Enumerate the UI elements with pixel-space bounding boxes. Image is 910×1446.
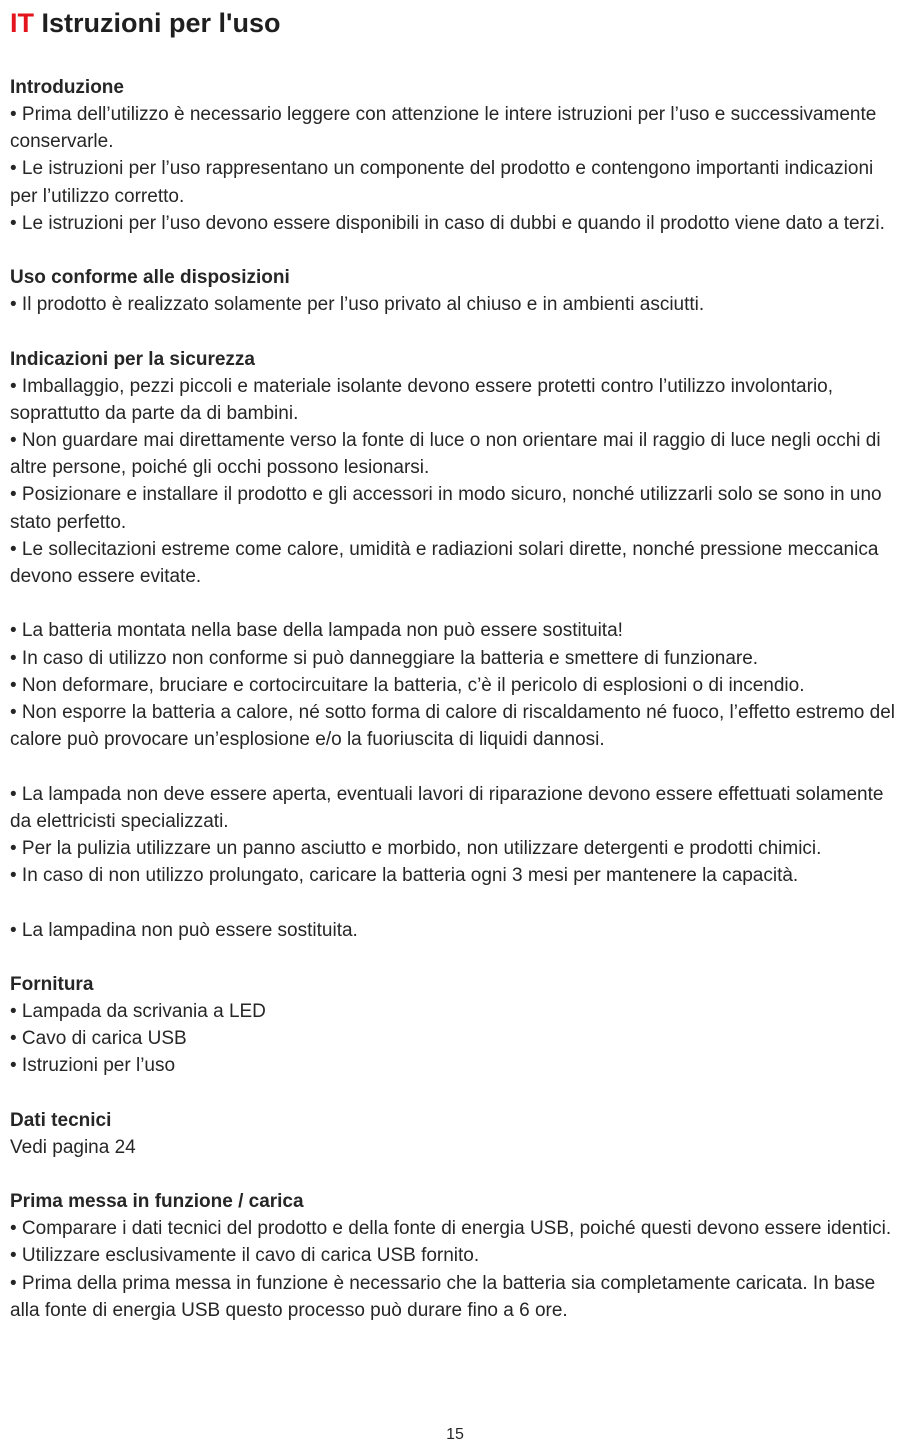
section-gap bbox=[10, 237, 905, 264]
paragraph: • Imballaggio, pezzi piccoli e materiale isolante devono essere protetti contro l’utilizzo involontario, soprattutto da parte da di bambini. bbox=[10, 375, 834, 424]
section bbox=[10, 1107, 905, 1188]
blank-line bbox=[10, 889, 905, 916]
section-gap bbox=[10, 318, 905, 345]
paragraph: • Comparare i dati tecnici del prodotto e della fonte di energia USB, poiché questi devono essere identici. bbox=[10, 1218, 892, 1240]
language-code: IT bbox=[10, 8, 34, 38]
blank-line bbox=[10, 590, 905, 617]
paragraph: • La lampada non deve essere aperta, eventuali lavori di riparazione devono essere effettuati solamente da elettricisti specializzati. bbox=[10, 783, 884, 832]
section-heading: Uso conforme alle disposizioni bbox=[10, 267, 290, 289]
paragraph: • La lampadina non può essere sostituita. bbox=[10, 919, 358, 941]
section-heading: Fornitura bbox=[10, 974, 94, 995]
paragraph: • Il prodotto è realizzato solamente per l’uso privato al chiuso e in ambienti asciutti. bbox=[10, 294, 705, 316]
paragraph: • Le istruzioni per l’uso rappresentano un componente del prodotto e contengono importanti indicazioni per l’utilizzo corretto. bbox=[10, 158, 874, 207]
page-number: 15 bbox=[446, 1426, 464, 1443]
paragraph: Vedi pagina 24 bbox=[10, 1136, 136, 1158]
section-heading: Indicazioni per la sicurezza bbox=[10, 348, 255, 370]
section-gap bbox=[10, 944, 905, 971]
section-heading: Prima messa in funzione / carica bbox=[10, 1191, 304, 1213]
section bbox=[10, 74, 905, 264]
paragraph: • Cavo di carica USB bbox=[10, 1028, 187, 1050]
paragraph: • In caso di utilizzo non conforme si può danneggiare la batteria e smettere di funzionare. bbox=[10, 647, 759, 669]
paragraph: • La batteria montata nella base della lampada non può essere sostituita! bbox=[10, 620, 623, 642]
paragraph: • In caso di non utilizzo prolungato, caricare la batteria ogni 3 mesi per mantenere la capacità. bbox=[10, 865, 799, 887]
paragraph: • Prima dell’utilizzo è necessario leggere con attenzione le intere istruzioni per l’uso e successivamente conservarle. bbox=[10, 104, 877, 153]
paragraph: • Per la pulizia utilizzare un panno asciutto e morbido, non utilizzare detergenti e prodotti chimici. bbox=[10, 838, 822, 860]
document-page bbox=[10, 0, 905, 1324]
paragraph: • Lampada da scrivania a LED bbox=[10, 1001, 266, 1022]
paragraph: • Non guardare mai direttamente verso la fonte di luce o non orientare mai il raggio di luce negli occhi di altre persone, poiché gli occhi possono lesionarsi. bbox=[10, 430, 881, 479]
section-heading: Introduzione bbox=[10, 77, 124, 98]
paragraph: • Posizionare e installare il prodotto e gli accessori in modo sicuro, nonché utilizzarli solo se sono in uno stato perfetto. bbox=[10, 484, 882, 533]
section bbox=[10, 346, 905, 971]
section-heading: Dati tecnici bbox=[10, 1109, 112, 1131]
paragraph: • Non deformare, bruciare e cortocircuitare la batteria, c’è il pericolo di esplosioni o di incendio. bbox=[10, 674, 805, 696]
paragraph: • Utilizzare esclusivamente il cavo di carica USB fornito. bbox=[10, 1245, 480, 1267]
paragraph: • Istruzioni per l’uso bbox=[10, 1055, 176, 1077]
blank-line bbox=[10, 753, 905, 780]
sections-container bbox=[10, 74, 905, 1324]
section bbox=[10, 264, 905, 345]
paragraph: • Non esporre la batteria a calore, né sotto forma di calore di riscaldamento né fuoco, l’effetto estremo del calore può provocare un’esplosione e/o la fuoriuscita di liquidi dannosi. bbox=[10, 702, 895, 751]
section bbox=[10, 1188, 905, 1324]
section-gap bbox=[10, 1080, 905, 1107]
section-gap bbox=[10, 1161, 905, 1188]
paragraph: • Prima della prima messa in funzione è necessario che la batteria sia completamente caricata. In base alla fonte di energia USB questo processo può durare fino a 6 ore. bbox=[10, 1272, 876, 1321]
title-text: Istruzioni per l'uso bbox=[41, 8, 281, 38]
paragraph: • Le istruzioni per l’uso devono essere disponibili in caso di dubbi e quando il prodotto viene dato a terzi. bbox=[10, 212, 885, 234]
paragraph: • Le sollecitazioni estreme come calore, umidità e radiazioni solari dirette, nonché pressione meccanica devono essere evitate. bbox=[10, 538, 879, 588]
page-title bbox=[10, 6, 905, 40]
section bbox=[10, 971, 905, 1107]
spacer bbox=[10, 40, 905, 74]
